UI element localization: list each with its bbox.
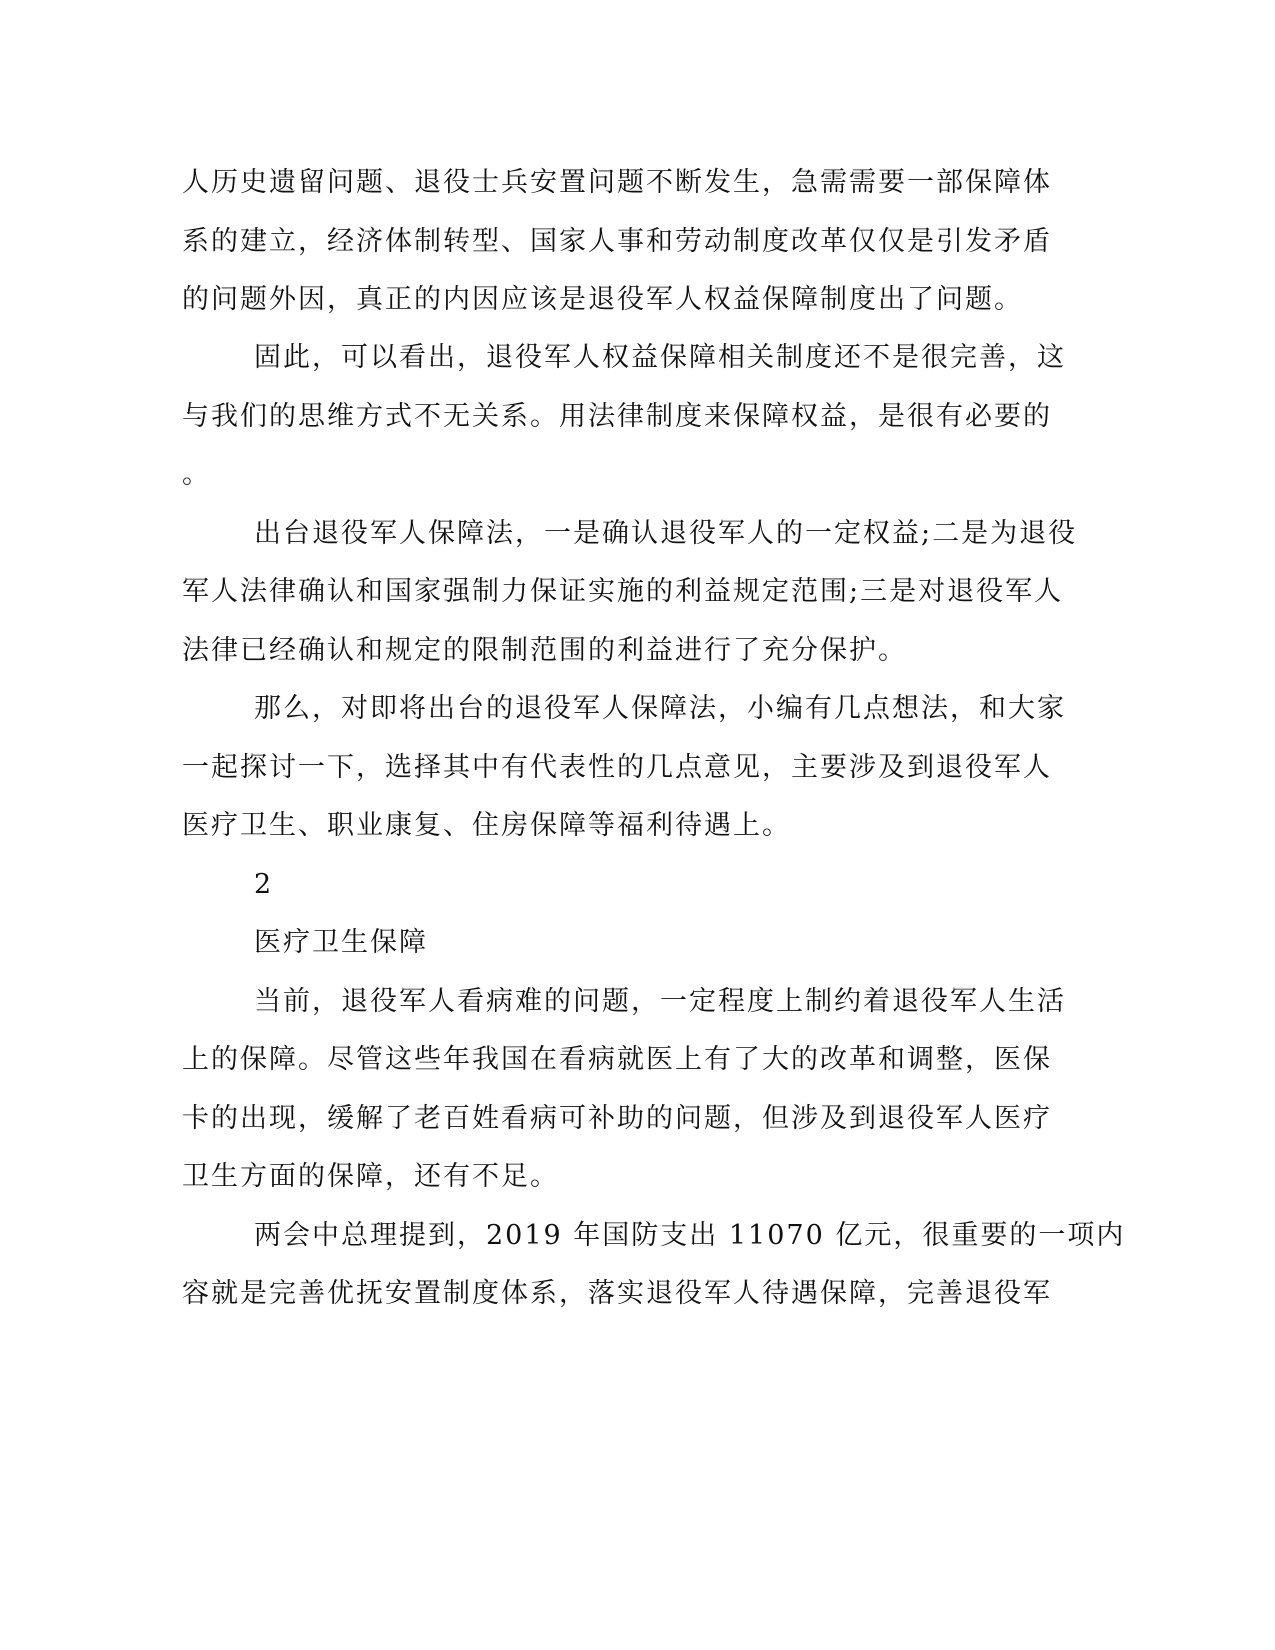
section-heading: 医疗卫生保障 xyxy=(254,927,428,958)
paragraph-line: 法律已经确认和规定的限制范围的利益进行了充分保护。 xyxy=(182,635,907,666)
paragraph-line: 容就是完善优抚安置制度体系，落实退役军人待遇保障，完善退役军 xyxy=(182,1278,1052,1309)
paragraph-line: 两会中总理提到，2019 年国防支出 11070 亿元，很重要的一项内 xyxy=(254,1220,1126,1251)
section-number: 2 xyxy=(254,869,274,900)
paragraph-line: 那么，对即将出台的退役军人保障法，小编有几点想法，和大家 xyxy=(254,693,1066,724)
paragraph-line: 医疗卫生、职业康复、住房保障等福利待遇上。 xyxy=(182,810,791,841)
paragraph-line: 人历史遗留问题、退役士兵安置问题不断发生，急需需要一部保障体 xyxy=(182,167,1052,198)
paragraph-line: 的问题外因，真正的内因应该是退役军人权益保障制度出了问题。 xyxy=(182,284,1023,315)
paragraph-line: 系的建立，经济体制转型、国家人事和劳动制度改革仅仅是引发矛盾 xyxy=(182,226,1052,257)
paragraph-line: 。 xyxy=(182,459,211,490)
paragraph-line: 一起探讨一下，选择其中有代表性的几点意见，主要涉及到退役军人 xyxy=(182,752,1052,783)
paragraph-line: 上的保障。尽管这些年我国在看病就医上有了大的改革和调整，医保 xyxy=(182,1044,1052,1075)
paragraph-line: 出台退役军人保障法，一是确认退役军人的一定权益;二是为退役 xyxy=(254,518,1078,549)
paragraph-line: 军人法律确认和国家强制力保证实施的利益规定范围;三是对退役军人 xyxy=(182,576,1064,607)
paragraph-line: 与我们的思维方式不无关系。用法律制度来保障权益，是很有必要的 xyxy=(182,401,1052,432)
paragraph-line: 卡的出现，缓解了老百姓看病可补助的问题，但涉及到退役军人医疗 xyxy=(182,1103,1052,1134)
paragraph-line: 卫生方面的保障，还有不足。 xyxy=(182,1161,559,1192)
paragraph-line: 当前，退役军人看病难的问题，一定程度上制约着退役军人生活 xyxy=(254,986,1066,1017)
paragraph-line: 固此，可以看出，退役军人权益保障相关制度还不是很完善，这 xyxy=(254,342,1066,373)
